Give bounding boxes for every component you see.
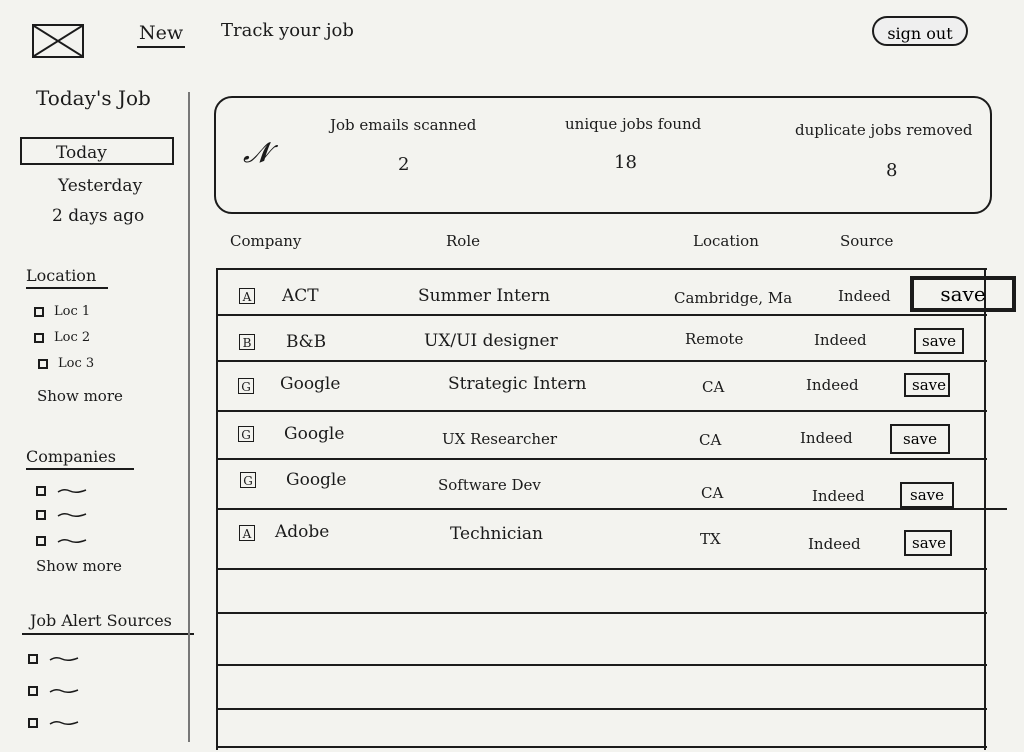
date-filter-yesterday[interactable]: Yesterday <box>58 176 143 196</box>
col-header-role: Role <box>446 232 480 250</box>
location-checkbox[interactable] <box>38 359 48 369</box>
location-cell: CA <box>699 431 722 449</box>
company-option[interactable] <box>36 536 88 546</box>
save-button[interactable]: save <box>914 328 964 354</box>
location-cell: CA <box>702 378 725 396</box>
company-cell: Adobe <box>275 522 330 542</box>
location-checkbox[interactable] <box>34 307 44 317</box>
stats-value-unique-jobs: 18 <box>614 152 637 173</box>
location-option-label: Loc 1 <box>54 304 91 319</box>
location-cell: CA <box>701 484 724 502</box>
location-underline <box>26 287 108 289</box>
role-cell: Technician <box>450 524 543 544</box>
company-logo-icon: G <box>238 378 254 394</box>
source-cell: Indeed <box>800 429 853 447</box>
company-cell: Google <box>280 374 341 394</box>
date-filter-2-days-ago[interactable]: 2 days ago <box>52 206 145 226</box>
table-row-divider <box>217 314 987 316</box>
sidebar-divider <box>188 92 190 742</box>
table-row-divider <box>217 508 1007 510</box>
table-row-divider <box>217 568 987 570</box>
company-cell: Google <box>284 424 345 444</box>
location-option[interactable] <box>38 356 94 371</box>
nav-new[interactable]: New <box>139 22 184 44</box>
source-cell: Indeed <box>814 331 867 349</box>
table-row-divider <box>217 458 987 460</box>
placeholder-squiggle-icon <box>56 510 88 520</box>
company-option[interactable] <box>36 486 88 496</box>
placeholder-squiggle-icon <box>48 718 80 728</box>
companies-section-title: Companies <box>26 447 116 466</box>
col-header-location: Location <box>693 232 759 250</box>
placeholder-squiggle-icon <box>48 686 80 696</box>
job-alert-checkbox[interactable] <box>28 718 38 728</box>
location-option-label: Loc 3 <box>58 356 95 371</box>
companies-show-more[interactable]: Show more <box>36 557 122 575</box>
stats-label-duplicates-removed: duplicate jobs removed <box>795 121 973 139</box>
job-alert-option[interactable] <box>28 686 80 696</box>
location-show-more[interactable]: Show more <box>37 387 123 405</box>
table-row-divider <box>217 664 987 666</box>
trend-icon: 𝓝 <box>243 136 270 169</box>
company-logo-icon: G <box>238 426 254 442</box>
stats-card <box>214 96 992 214</box>
company-checkbox[interactable] <box>36 510 46 520</box>
location-option-label: Loc 2 <box>54 330 91 345</box>
company-option[interactable] <box>36 510 88 520</box>
location-cell: TX <box>700 530 721 548</box>
sign-out-button[interactable]: sign out <box>872 16 968 46</box>
location-cell: Cambridge, Ma <box>674 289 793 307</box>
role-cell: UX Researcher <box>442 430 558 448</box>
company-checkbox[interactable] <box>36 486 46 496</box>
job-alert-option[interactable] <box>28 718 80 728</box>
job-alert-sources-title: Job Alert Sources <box>30 611 172 630</box>
col-header-company: Company <box>230 232 302 250</box>
job-alert-underline <box>22 633 194 635</box>
company-cell: B&B <box>286 332 327 352</box>
date-filter-today[interactable]: Today <box>20 137 174 165</box>
role-cell: Software Dev <box>438 476 541 494</box>
location-option[interactable] <box>34 304 90 319</box>
nav-new-underline <box>137 46 185 48</box>
company-logo-icon: G <box>240 472 256 488</box>
company-cell: ACT <box>282 286 319 306</box>
save-button[interactable]: save <box>910 276 1016 312</box>
company-checkbox[interactable] <box>36 536 46 546</box>
save-button[interactable]: save <box>904 530 952 556</box>
role-cell: Strategic Intern <box>448 374 587 394</box>
source-cell: Indeed <box>838 287 891 305</box>
company-cell: Google <box>286 470 347 490</box>
company-logo-icon: A <box>239 288 255 304</box>
role-cell: UX/UI designer <box>424 331 558 351</box>
companies-underline <box>26 468 134 470</box>
save-button[interactable]: save <box>904 373 950 397</box>
location-checkbox[interactable] <box>34 333 44 343</box>
job-alert-option[interactable] <box>28 654 80 664</box>
save-button[interactable]: save <box>900 482 954 508</box>
placeholder-squiggle-icon <box>56 486 88 496</box>
table-row-divider <box>217 410 987 412</box>
save-button[interactable]: save <box>890 424 950 454</box>
company-logo-icon: A <box>239 525 255 541</box>
company-logo-icon: B <box>239 334 255 350</box>
source-cell: Indeed <box>808 535 861 553</box>
location-section-title: Location <box>26 266 97 285</box>
table-row-divider <box>217 268 987 270</box>
sidebar-title: Today's Job <box>36 86 151 110</box>
stats-value-emails-scanned: 2 <box>398 154 410 175</box>
table-row-divider <box>217 708 987 710</box>
table-row-divider <box>217 746 987 748</box>
nav-track-job[interactable]: Track your job <box>221 20 354 41</box>
job-alert-checkbox[interactable] <box>28 654 38 664</box>
stats-label-emails-scanned: Job emails scanned <box>330 116 477 134</box>
stats-label-unique-jobs: unique jobs found <box>565 115 702 133</box>
table-row-divider <box>217 612 987 614</box>
col-header-source: Source <box>840 232 894 250</box>
placeholder-squiggle-icon <box>56 536 88 546</box>
stats-value-duplicates-removed: 8 <box>886 160 898 181</box>
location-cell: Remote <box>685 330 744 348</box>
table-row-divider <box>217 360 987 362</box>
app-logo[interactable] <box>32 24 84 58</box>
role-cell: Summer Intern <box>418 286 551 306</box>
job-alert-checkbox[interactable] <box>28 686 38 696</box>
source-cell: Indeed <box>812 487 865 505</box>
placeholder-squiggle-icon <box>48 654 80 664</box>
location-option[interactable] <box>34 330 90 345</box>
source-cell: Indeed <box>806 376 859 394</box>
